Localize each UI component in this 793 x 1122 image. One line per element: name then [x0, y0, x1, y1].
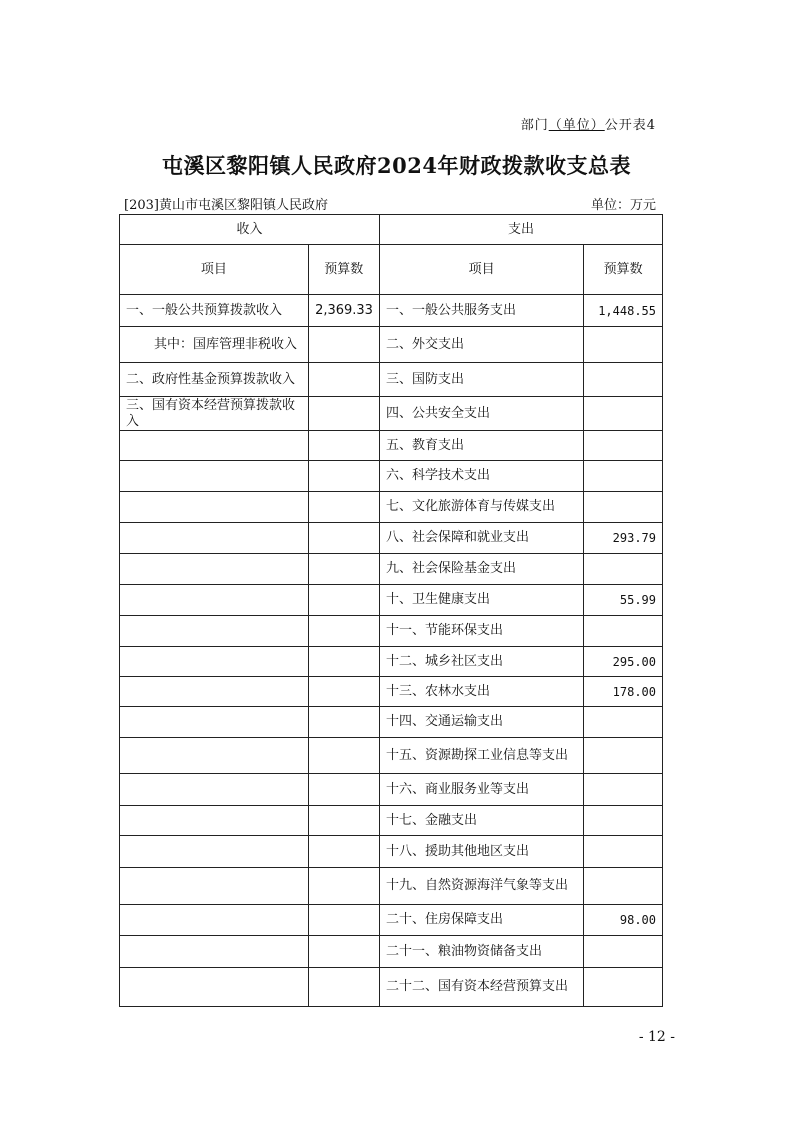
- expense-amount-cell: 98.00: [584, 905, 663, 936]
- income-budget-header: 预算数: [308, 245, 379, 295]
- expense-amount-cell: [584, 616, 663, 647]
- unit-label: 单位：万元: [590, 198, 656, 213]
- income-item-cell: [120, 677, 309, 707]
- table-row: [120, 523, 663, 554]
- expense-amount-cell: 178.00: [584, 677, 663, 707]
- table-row: [120, 295, 663, 327]
- income-item-header: 项目: [120, 245, 309, 295]
- expense-item-cell: 十、卫生健康支出: [379, 585, 583, 616]
- income-item-cell: [120, 968, 309, 1007]
- expense-amount-cell: [584, 327, 663, 363]
- income-item-cell: 一、一般公共预算拨款收入: [120, 295, 309, 327]
- income-item-cell: [120, 554, 309, 585]
- income-amount-cell: [308, 774, 379, 806]
- income-item-cell: [120, 738, 309, 774]
- table-id-prefix: 部门: [520, 118, 549, 133]
- income-item-cell: [120, 431, 309, 461]
- expense-item-cell: 二十一、粮油物资储备支出: [379, 936, 583, 968]
- table-id-unit: （单位）: [548, 118, 605, 133]
- income-item-cell: [120, 905, 309, 936]
- table-row: [120, 868, 663, 905]
- income-amount-cell: [308, 905, 379, 936]
- expense-item-cell: 十七、金融支出: [379, 806, 583, 836]
- expense-amount-cell: [584, 554, 663, 585]
- table-row: [120, 936, 663, 968]
- table-row: [120, 585, 663, 616]
- expense-amount-cell: [584, 461, 663, 492]
- income-amount-cell: [308, 327, 379, 363]
- income-header: 收入: [120, 215, 380, 245]
- income-amount-cell: [308, 554, 379, 585]
- income-amount-cell: [308, 647, 379, 677]
- section-header-row: [120, 215, 663, 245]
- expense-item-cell: 五、教育支出: [379, 431, 583, 461]
- income-amount-cell: [308, 836, 379, 868]
- expense-item-cell: 十六、商业服务业等支出: [379, 774, 583, 806]
- organization-name: [203]黄山市屯溪区黎阳镇人民政府: [124, 198, 328, 213]
- expense-item-cell: 十四、交通运输支出: [379, 707, 583, 738]
- expense-amount-cell: [584, 431, 663, 461]
- income-item-cell: [120, 774, 309, 806]
- expense-amount-cell: [584, 936, 663, 968]
- expense-header: 支出: [379, 215, 662, 245]
- budget-table: [119, 214, 663, 1007]
- column-header-row: [120, 245, 663, 295]
- expense-item-cell: 十五、资源勘探工业信息等支出: [379, 738, 583, 774]
- income-amount-cell: 2,369.33: [308, 295, 379, 327]
- income-amount-cell: [308, 431, 379, 461]
- table-row: [120, 707, 663, 738]
- expense-amount-cell: [584, 968, 663, 1007]
- income-item-cell: 其中：国库管理非税收入: [120, 327, 309, 363]
- expense-item-cell: 八、社会保障和就业支出: [379, 523, 583, 554]
- expense-item-cell: 十一、节能环保支出: [379, 616, 583, 647]
- expense-item-cell: 九、社会保险基金支出: [379, 554, 583, 585]
- expense-amount-cell: 1,448.55: [584, 295, 663, 327]
- expense-item-cell: 七、文化旅游体育与传媒支出: [379, 492, 583, 523]
- expense-item-cell: 六、科学技术支出: [379, 461, 583, 492]
- expense-amount-cell: [584, 707, 663, 738]
- income-amount-cell: [308, 707, 379, 738]
- income-item-cell: [120, 936, 309, 968]
- expense-item-cell: 一、一般公共服务支出: [379, 295, 583, 327]
- page-title: 屯溪区黎阳镇人民政府2024年财政拨款收支总表: [162, 153, 631, 178]
- expense-item-cell: 十八、援助其他地区支出: [379, 836, 583, 868]
- income-amount-cell: [308, 523, 379, 554]
- table-row: [120, 397, 663, 431]
- expense-item-cell: 十九、自然资源海洋气象等支出: [379, 868, 583, 905]
- table-row: [120, 806, 663, 836]
- income-amount-cell: [308, 968, 379, 1007]
- table-row: [120, 554, 663, 585]
- income-amount-cell: [308, 492, 379, 523]
- expense-amount-cell: [584, 836, 663, 868]
- expense-amount-cell: [584, 492, 663, 523]
- income-item-cell: [120, 585, 309, 616]
- income-amount-cell: [308, 616, 379, 647]
- income-amount-cell: [308, 397, 379, 431]
- expense-amount-cell: [584, 363, 663, 397]
- page-number: - 12 -: [638, 1029, 675, 1045]
- income-item-cell: [120, 868, 309, 905]
- income-amount-cell: [308, 585, 379, 616]
- income-item-cell: [120, 707, 309, 738]
- income-item-cell: 三、国有资本经营预算拨款收入: [120, 397, 309, 431]
- table-row: [120, 327, 663, 363]
- expense-item-cell: 二十、住房保障支出: [379, 905, 583, 936]
- table-row: [120, 774, 663, 806]
- income-item-cell: [120, 616, 309, 647]
- expense-item-cell: 二十二、国有资本经营预算支出: [379, 968, 583, 1007]
- table-row: [120, 836, 663, 868]
- expense-item-cell: 十三、农林水支出: [379, 677, 583, 707]
- expense-amount-cell: [584, 806, 663, 836]
- income-amount-cell: [308, 738, 379, 774]
- table-row: [120, 616, 663, 647]
- income-item-cell: [120, 523, 309, 554]
- income-item-cell: 二、政府性基金预算拨款收入: [120, 363, 309, 397]
- expense-amount-cell: [584, 397, 663, 431]
- expense-item-cell: 十二、城乡社区支出: [379, 647, 583, 677]
- table-row: [120, 968, 663, 1007]
- table-row: [120, 677, 663, 707]
- income-amount-cell: [308, 936, 379, 968]
- income-amount-cell: [308, 677, 379, 707]
- table-id-suffix: 公开表4: [604, 118, 656, 133]
- expense-item-cell: 四、公共安全支出: [379, 397, 583, 431]
- income-amount-cell: [308, 363, 379, 397]
- expense-budget-header: 预算数: [584, 245, 663, 295]
- expense-amount-cell: 55.99: [584, 585, 663, 616]
- table-row: [120, 363, 663, 397]
- table-row: [120, 738, 663, 774]
- income-amount-cell: [308, 868, 379, 905]
- expense-amount-cell: 295.00: [584, 647, 663, 677]
- table-row: [120, 492, 663, 523]
- table-row: [120, 431, 663, 461]
- expense-amount-cell: 293.79: [584, 523, 663, 554]
- expense-amount-cell: [584, 868, 663, 905]
- table-row: [120, 461, 663, 492]
- income-item-cell: [120, 461, 309, 492]
- expense-amount-cell: [584, 774, 663, 806]
- income-item-cell: [120, 836, 309, 868]
- expense-item-header: 项目: [379, 245, 583, 295]
- income-amount-cell: [308, 806, 379, 836]
- income-item-cell: [120, 647, 309, 677]
- expense-item-cell: 三、国防支出: [379, 363, 583, 397]
- income-item-cell: [120, 492, 309, 523]
- income-item-cell: [120, 806, 309, 836]
- expense-item-cell: 二、外交支出: [379, 327, 583, 363]
- table-row: [120, 905, 663, 936]
- table-row: [120, 647, 663, 677]
- income-amount-cell: [308, 461, 379, 492]
- table-id: [521, 114, 656, 133]
- expense-amount-cell: [584, 738, 663, 774]
